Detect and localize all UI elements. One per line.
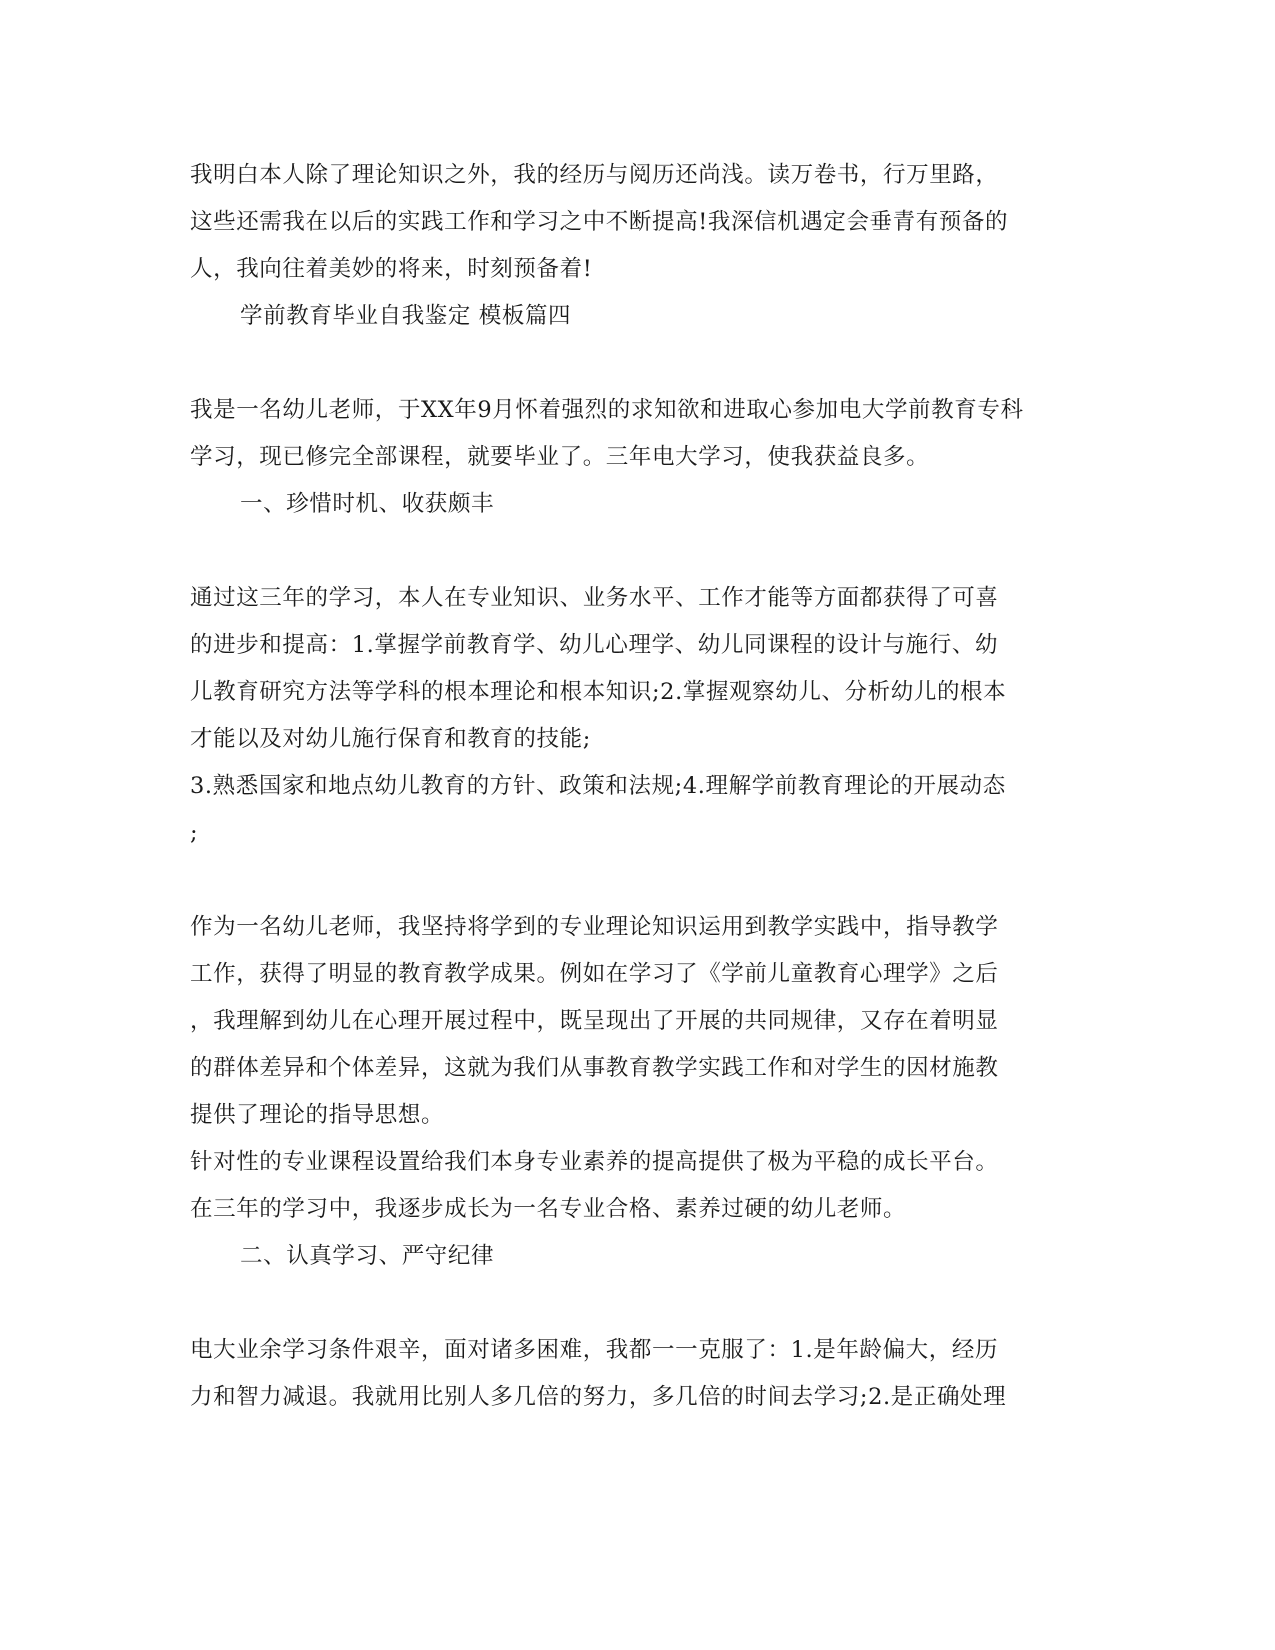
- paragraph-line: 儿教育研究方法等学科的根本理论和根本知识;2.掌握观察幼儿、分析幼儿的根本: [190, 679, 1007, 705]
- paragraph-line: 针对性的专业课程设置给我们本身专业素养的提高提供了极为平稳的成长平台。: [190, 1149, 999, 1175]
- paragraph-line: 我明白本人除了理论知识之外，我的经历与阅历还尚浅。读万卷书，行万里路，: [190, 162, 999, 188]
- paragraph-line: 的进步和提高：1.掌握学前教育学、幼儿心理学、幼儿同课程的设计与施行、幼: [190, 632, 999, 658]
- paragraph-line: 力和智力减退。我就用比别人多几倍的努力，多几倍的时间去学习;2.是正确处理: [190, 1384, 1007, 1410]
- paragraph-line: 提供了理论的指导思想。: [190, 1102, 445, 1128]
- paragraph-line: ;: [190, 820, 199, 846]
- paragraph-line: 这些还需我在以后的实践工作和学习之中不断提高!我深信机遇定会垂青有预备的: [190, 209, 1009, 235]
- section-heading: 学前教育毕业自我鉴定 模板篇四: [240, 303, 572, 329]
- paragraph-line: 人，我向往着美妙的将来，时刻预备着!: [190, 256, 593, 282]
- paragraph-line: 在三年的学习中，我逐步成长为一名专业合格、素养过硬的幼儿老师。: [190, 1196, 907, 1222]
- paragraph-line: 才能以及对幼儿施行保育和教育的技能;: [190, 726, 591, 752]
- paragraph-line: 通过这三年的学习，本人在专业知识、业务水平、工作才能等方面都获得了可喜: [190, 585, 999, 611]
- paragraph-line: 工作，获得了明显的教育教学成果。例如在学习了《学前儿童教育心理学》之后: [190, 961, 999, 987]
- section-heading: 二、认真学习、严守纪律: [240, 1243, 495, 1269]
- section-heading: 一、珍惜时机、收获颇丰: [240, 491, 495, 517]
- paragraph-line: 作为一名幼儿老师，我坚持将学到的专业理论知识运用到教学实践中，指导教学: [190, 914, 999, 940]
- paragraph-line: 电大业余学习条件艰辛，面对诸多困难，我都一一克服了：1.是年龄偏大，经历: [190, 1337, 999, 1363]
- paragraph-line: 的群体差异和个体差异，这就为我们从事教育教学实践工作和对学生的因材施教: [190, 1055, 999, 1081]
- paragraph-line: ，我理解到幼儿在心理开展过程中，既呈现出了开展的共同规律，又存在着明显: [190, 1008, 999, 1034]
- paragraph-line: 学习，现已修完全部课程，就要毕业了。三年电大学习，使我获益良多。: [190, 444, 930, 470]
- paragraph-line: 3.熟悉国家和地点幼儿教育的方针、政策和法规;4.理解学前教育理论的开展动态: [190, 773, 1006, 799]
- paragraph-line: 我是一名幼儿老师，于XX年9月怀着强烈的求知欲和进取心参加电大学前教育专科: [190, 397, 1024, 423]
